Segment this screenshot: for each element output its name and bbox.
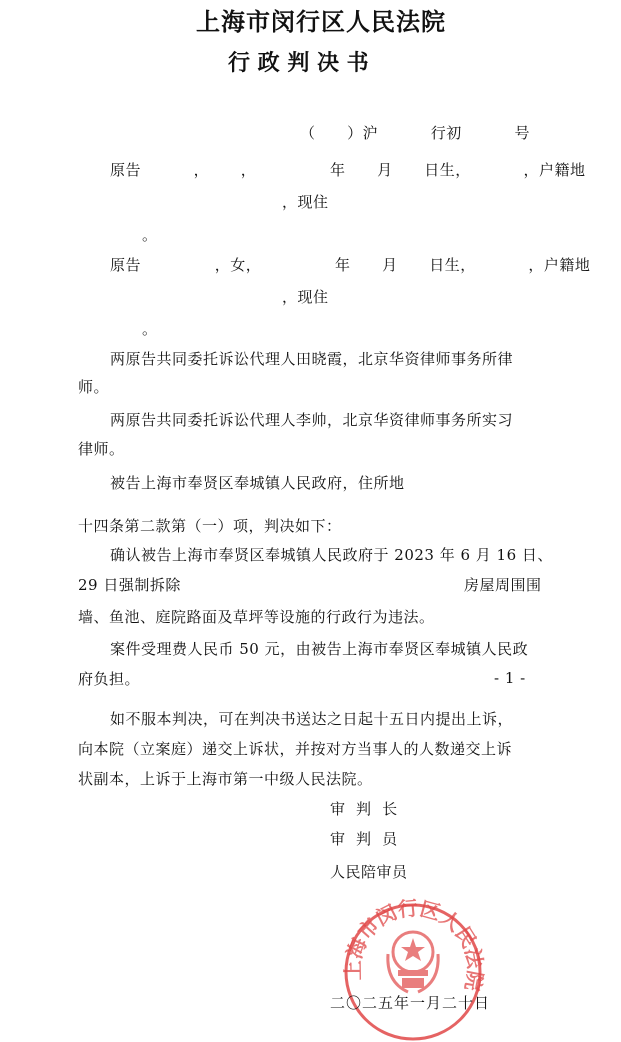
court-name: 上海市闵行区人民法院: [196, 7, 446, 36]
seal-text: 上海市闵行区人民法院: [340, 895, 488, 993]
national-emblem-icon: [388, 932, 438, 992]
plaintiff1-line3: 。: [142, 226, 158, 244]
plaintiff1-line1: 原告 ， ， 年 月 日生， ，户籍地: [110, 161, 586, 179]
plaintiff2-line2: ，现住: [282, 288, 329, 306]
judgment-date: 二〇二五年一月二十日: [330, 994, 491, 1012]
plaintiff2-line3: 。: [142, 320, 158, 338]
agent2-line2: 律师。: [78, 440, 125, 458]
agent1-line2: 师。: [78, 378, 110, 396]
ruling1-line2a: 29 日强制拆除: [78, 576, 181, 594]
ruling1-line3: 墙、鱼池、庭院路面及草坪等设施的行政行为违法。: [78, 608, 435, 626]
judge-label: 审 判 员: [330, 830, 398, 848]
ruling1-line2b: 房屋周围围: [464, 576, 542, 594]
agent2-line1: 两原告共同委托诉讼代理人李帅，北京华资律师事务所实习: [110, 411, 514, 429]
ruling2-line1: 案件受理费人民币 50 元，由被告上海市奉贤区奉城镇人民政: [110, 640, 529, 658]
appeal-line1: 如不服本判决，可在判决书送达之日起十五日内提出上诉，: [110, 710, 514, 728]
case-number: （ ）沪 行初 号: [300, 124, 530, 142]
court-seal-stamp: [338, 892, 488, 1042]
defendant-line: 被告上海市奉贤区奉城镇人民政府，住所地: [110, 474, 405, 492]
ruling2-line2: 府负担。: [78, 670, 141, 688]
appeal-line2: 向本院（立案庭）递交上诉状，并按对方当事人的人数递交上诉: [78, 740, 513, 758]
document-type-title: 行 政 判 决 书: [228, 50, 369, 76]
plaintiff1-line2: ，现住: [282, 193, 329, 211]
chief-judge-label: 审 判 长: [330, 800, 398, 818]
plaintiff2-line1: 原告 ，女， 年 月 日生， ，户籍地: [110, 256, 591, 274]
agent1-line1: 两原告共同委托诉讼代理人田晓霞，北京华资律师事务所律: [110, 350, 514, 368]
people-assessor-label: 人民陪审员: [330, 863, 408, 881]
appeal-line3: 状副本，上诉于上海市第一中级人民法院。: [78, 770, 373, 788]
ruling1-line1: 确认被告上海市奉贤区奉城镇人民政府于 2023 年 6 月 16 日、: [110, 546, 553, 564]
legal-basis-line: 十四条第二款第（一）项，判决如下：: [78, 517, 342, 535]
page-number: - 1 -: [494, 669, 526, 687]
